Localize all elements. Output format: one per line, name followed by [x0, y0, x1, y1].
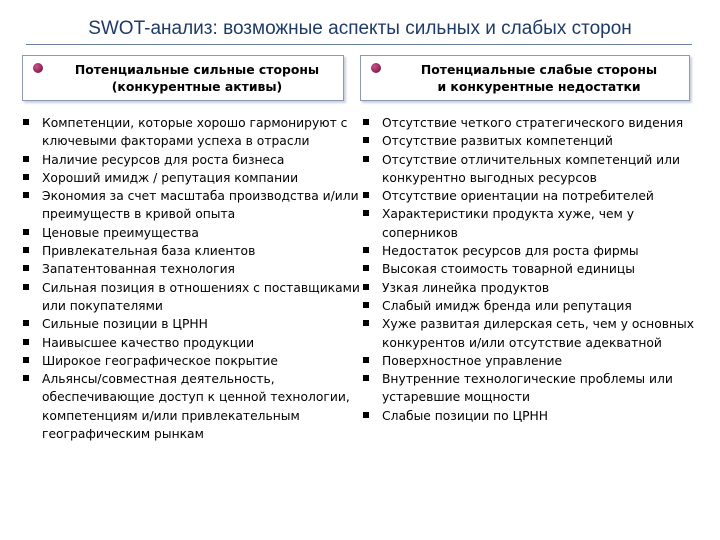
list-item: Экономия за счет масштаба производства и/или преимуществ в кривой опыта [20, 187, 362, 224]
page-title: SWOT-анализ: возможные аспекты сильных и слабых сторон [88, 18, 632, 39]
weaknesses-heading-line1: Потенциальные слабые стороны [420, 62, 658, 77]
list-item: Слабые позиции по ЦРНН [360, 407, 700, 425]
strengths-heading-line1: Потенциальные сильные стороны [74, 62, 320, 77]
strengths-heading [57, 61, 337, 95]
list-item: Запатентованная технология [20, 260, 362, 278]
bullet-dot-icon [33, 63, 43, 73]
list-item: Отсутствие отличительных компетенций или конкурентно выгодных ресурсов [360, 151, 700, 188]
list-item: Отсутствие четкого стратегического видения [360, 114, 700, 132]
strengths-list [20, 114, 362, 443]
list-item: Широкое географическое покрытие [20, 352, 362, 370]
list-item: Компетенции, которые хорошо гармонируют с ключевыми факторами успеха в отрасли [20, 114, 362, 151]
list-item: Наивысшее качество продукции [20, 334, 362, 352]
list-item: Ценовые преимущества [20, 224, 362, 242]
list-item: Недостаток ресурсов для роста фирмы [360, 242, 700, 260]
list-item: Привлекательная база клиентов [20, 242, 362, 260]
list-item: Наличие ресурсов для роста бизнеса [20, 151, 362, 169]
list-item: Хороший имидж / репутация компании [20, 169, 362, 187]
strengths-header-box [22, 55, 344, 101]
list-item: Поверхностное управление [360, 352, 700, 370]
list-item: Хуже развитая дилерская сеть, чем у основных конкурентов и/или отсутствие адекватной [360, 315, 700, 352]
list-item: Узкая линейка продуктов [360, 279, 700, 297]
list-item: Слабый имидж бренда или репутация [360, 297, 700, 315]
list-item: Сильная позиция в отношениях с поставщиками или покупателями [20, 279, 362, 316]
list-item: Отсутствие ориентации на потребителей [360, 187, 700, 205]
weaknesses-header-box [360, 55, 690, 101]
weaknesses-heading [395, 61, 683, 95]
list-item: Альянсы/совместная деятельность, обеспечивающие доступ к ценной технологии, компетенциям и/или привлекательным географическим рынкам [20, 370, 362, 443]
strengths-heading-line2: (конкурентные активы) [111, 79, 283, 94]
list-item: Внутренние технологические проблемы или устаревшие мощности [360, 370, 700, 407]
list-item: Характеристики продукта хуже, чем у соперников [360, 205, 700, 242]
title-divider [26, 44, 692, 45]
list-item: Высокая стоимость товарной единицы [360, 260, 700, 278]
list-item: Отсутствие развитых компетенций [360, 132, 700, 150]
weaknesses-heading-line2: и конкурентные недостатки [437, 79, 641, 94]
weaknesses-list [360, 114, 700, 425]
list-item: Сильные позиции в ЦРНН [20, 315, 362, 333]
bullet-dot-icon [371, 63, 381, 73]
